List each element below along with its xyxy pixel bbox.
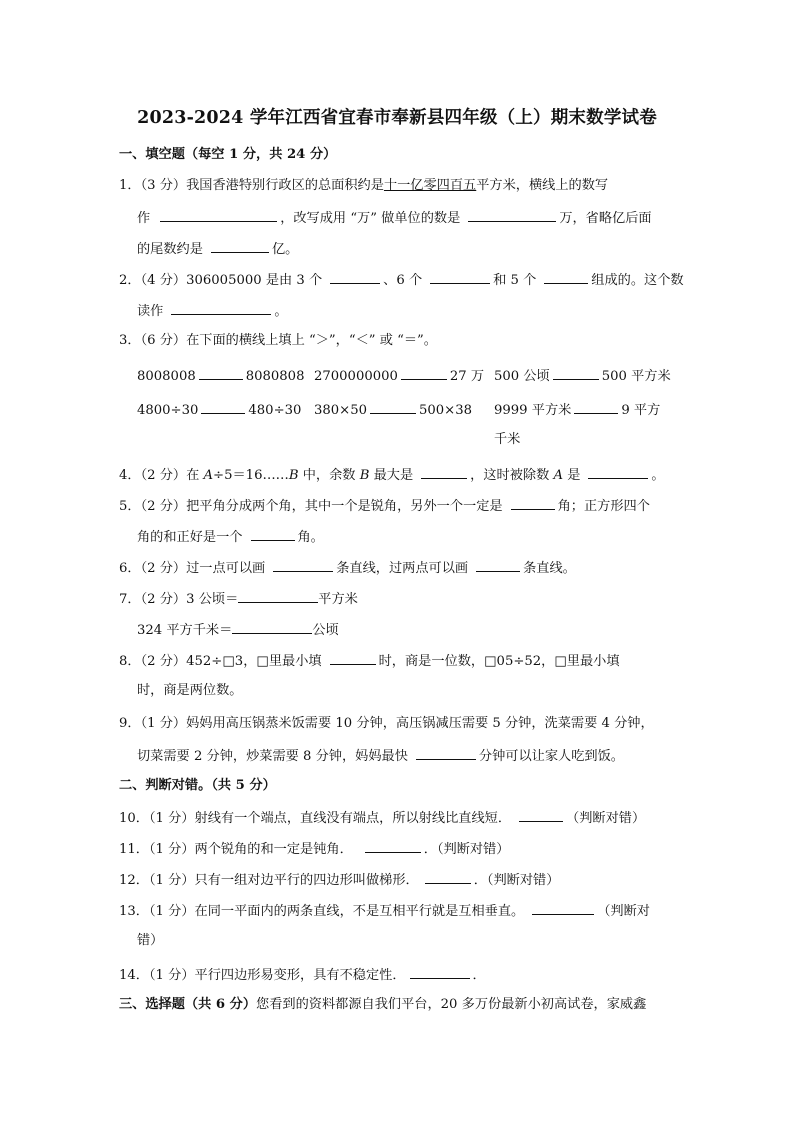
question-8-line-2: 时，商是两位数。 [137, 683, 243, 698]
section-heading-true-false: 二、判断对错。（共 5 分） [119, 778, 276, 793]
answer-blank[interactable] [330, 651, 376, 665]
compare-item: 9999 平方米 9 平方 [494, 400, 660, 420]
answer-blank[interactable] [416, 746, 476, 760]
section-heading-fill-blank: 一、填空题（每空 1 分，共 24 分） [119, 147, 337, 162]
compare-item: 2700000000 27 万 [314, 366, 484, 386]
answer-blank[interactable] [421, 465, 467, 479]
answer-blank[interactable] [160, 208, 277, 222]
answer-blank[interactable] [171, 301, 271, 315]
compare-item-wrap: 千米 [494, 432, 521, 447]
question-1-line-3: 的尾数约是 亿。 [137, 239, 298, 259]
answer-blank[interactable] [476, 558, 520, 572]
answer-blank[interactable] [544, 270, 588, 284]
question-1-line-2: 作 ，改写成用 “万” 做单位的数是 万，省略亿后面 [137, 208, 652, 228]
question-11: 11．（1 分）两个锐角的和一定是钝角． ．（判断对错） [119, 839, 509, 859]
question-2-line-2: 读作 。 [137, 301, 288, 321]
answer-blank[interactable] [370, 400, 416, 414]
answer-blank[interactable] [201, 400, 245, 414]
answer-blank[interactable] [588, 465, 648, 479]
answer-blank[interactable] [553, 366, 599, 380]
question-5-line-2: 角的和正好是一个 角。 [137, 527, 324, 547]
answer-blank[interactable] [532, 901, 594, 915]
question-6: 6．（2 分）过一点可以画 条直线，过两点可以画 条直线。 [119, 558, 576, 578]
section-heading-multiple-choice: 三、选择题（共 6 分）您看到的资料都源自我们平台，20 多万份最新小初高试卷，家威鑫 [119, 997, 647, 1012]
compare-item: 380×50 500×38 [314, 400, 472, 420]
compare-item: 8008008 8080808 [137, 366, 304, 386]
answer-blank[interactable] [430, 270, 490, 284]
question-9-line-2: 切菜需要 2 分钟，炒菜需要 8 分钟，妈妈最快 分钟可以让家人吃到饭。 [137, 746, 624, 766]
answer-blank[interactable] [410, 965, 470, 979]
answer-blank[interactable] [468, 208, 556, 222]
answer-blank[interactable] [365, 839, 421, 853]
answer-blank[interactable] [330, 270, 380, 284]
answer-blank[interactable] [574, 400, 618, 414]
question-5-line-1: 5．（2 分）把平角分成两个角，其中一个是锐角，另外一个一定是 角；正方形四个 [119, 496, 650, 516]
question-1-line-1: 1．（3 分）我国香港特别行政区的总面积约是十一亿零四百五平方米，横线上的数写 [119, 178, 609, 193]
answer-blank[interactable] [425, 870, 471, 884]
question-14: 14．（1 分）平行四边形易变形，具有不稳定性． ． [119, 965, 486, 985]
compare-item: 500 公顷 500 平方米 [494, 366, 671, 386]
answer-blank[interactable] [511, 496, 555, 510]
question-12: 12．（1 分）只有一组对边平行的四边形叫做梯形． ．（判断对错） [119, 870, 559, 890]
page-title: 2023-2024 学年江西省宜春市奉新县四年级（上）期末数学试卷 [137, 108, 657, 128]
answer-blank[interactable] [401, 366, 447, 380]
question-2-line-1: 2．（4 分）306005000 是由 3 个 、6 个 和 5 个 组成的。这个数 [119, 270, 684, 290]
answer-blank[interactable] [232, 620, 312, 634]
answer-blank[interactable] [519, 808, 563, 822]
question-10: 10．（1 分）射线有一个端点，直线没有端点，所以射线比直线短． （判断对错） [119, 808, 645, 828]
question-13-line-1: 13．（1 分）在同一平面内的两条直线，不是互相平行就是互相垂直。 （判断对 [119, 901, 650, 921]
question-8-line-1: 8．（2 分）452÷□3，□里最小填 时，商是一位数，□05÷52，□里最小填 [119, 651, 620, 671]
answer-blank[interactable] [273, 558, 333, 572]
question-13-line-2: 错） [137, 933, 164, 948]
question-7-line-1: 7．（2 分）3 公顷＝ 平方米 [119, 589, 358, 609]
underlined-number: 十一亿零四百五 [383, 178, 477, 193]
compare-item: 4800÷30 480÷30 [137, 400, 301, 420]
answer-blank[interactable] [238, 589, 318, 603]
question-9-line-1: 9．（1 分）妈妈用高压锅蒸米饭需要 10 分钟，高压锅减压需要 5 分钟，洗菜需要 4 分钟， [119, 716, 654, 731]
question-4: 4．（2 分）在 A÷5＝16……B 中，余数 B 最大是 ，这时被除数 A 是 。 [119, 465, 665, 485]
question-3-prompt: 3．（6 分）在下面的横线上填上 “＞”，“＜” 或 “＝”。 [119, 333, 437, 348]
question-7-line-2: 324 平方千米＝ 公顷 [137, 620, 339, 640]
answer-blank[interactable] [251, 527, 295, 541]
answer-blank[interactable] [199, 366, 243, 380]
answer-blank[interactable] [211, 239, 269, 253]
